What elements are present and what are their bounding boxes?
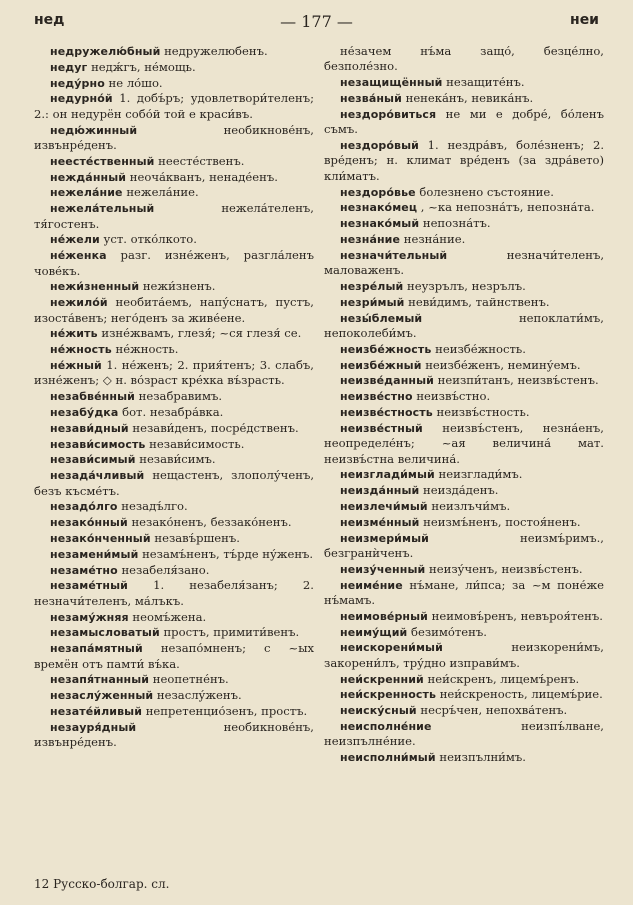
dictionary-entry [34, 342, 314, 357]
entry-translation: , ~ка непозна́тъ, непозна́та. [420, 200, 595, 215]
dictionary-entry [34, 515, 314, 530]
entry-headword: незави́симый [50, 453, 136, 467]
dictionary-entry [34, 358, 314, 389]
entry-translation: несръ́чен, непохва́тенъ. [420, 703, 568, 718]
entry-translation: непозна́тъ. [422, 216, 491, 231]
entry-headword: не́женка [50, 249, 107, 263]
entry-headword: неиску́сный [340, 704, 417, 718]
dictionary-entry [34, 232, 314, 247]
dictionary-entry [34, 720, 314, 751]
entry-translation: незави́симость. [149, 436, 245, 451]
right-column [324, 44, 604, 766]
entry-headword: незна́ние [340, 233, 401, 246]
entry-headword: недю́жинный [50, 123, 138, 137]
entry-translation: необикнове́нъ, извънре́денъ. [34, 122, 314, 152]
entry-translation: нежи́зненъ. [142, 279, 216, 294]
dictionary-entry [34, 563, 314, 578]
dictionary-entry [324, 91, 604, 106]
left-guide-word: нед [34, 12, 65, 28]
entry-headword: недурно́й [50, 92, 113, 106]
entry-translation: не́зачем нъ́ма защо́, безце́лно, безполе́зно. [324, 44, 604, 74]
entry-translation: незабравимъ. [138, 389, 223, 404]
entry-headword: незапя́тнанный [50, 673, 150, 687]
entry-headword: недружелю́бный [50, 45, 161, 58]
entry-translation: незави́симъ. [139, 452, 216, 467]
entry-translation: необита́емъ, напу́снатъ, пустъ, изоста́венъ; него́денъ за живе́ене. [34, 295, 314, 325]
dictionary-entry [34, 578, 314, 609]
entry-translation: непоклати́мъ, непоколеби́мъ. [324, 310, 604, 340]
entry-translation: незабеля́зано. [121, 562, 210, 577]
dictionary-entry [34, 389, 314, 404]
signature-line: 12 Русско-болгар. сл. [34, 877, 170, 891]
entry-translation: неизмъ́римъ., безгранѝченъ. [324, 530, 604, 560]
entry-headword: незауря́дный [50, 720, 137, 734]
entry-headword: незва́ный [340, 92, 402, 105]
entry-translation: безимо́тенъ. [411, 624, 487, 639]
entry-headword: неизу́ченный [340, 562, 426, 576]
entry-headword: нежи́зненный [50, 280, 140, 294]
entry-translation: неопетне́нъ. [152, 672, 229, 687]
dictionary-entry [34, 610, 314, 625]
dictionary-entry [324, 295, 604, 310]
dictionary-entry [34, 625, 314, 640]
dictionary-entry [34, 641, 314, 672]
entry-headword: нежда́нный [50, 170, 127, 184]
dictionary-entry [324, 405, 604, 420]
entry-translation: неизвъ́стность. [436, 404, 530, 419]
entry-headword: неизве́стно [340, 390, 413, 404]
entry-translation: не́жность. [115, 342, 179, 357]
entry-translation: нежела́теленъ, тя́гостенъ. [34, 201, 314, 231]
entry-translation: непретенцио́зенъ, простъ. [145, 703, 308, 718]
entry-headword: незамысловатый [50, 626, 160, 640]
dictionary-entry [324, 640, 604, 671]
entry-headword: неизме́нный [340, 515, 420, 529]
entry-translation: неоча́кванъ, ненаде́енъ. [129, 169, 278, 184]
entry-translation: недружелюбенъ. [164, 44, 268, 58]
entry-headword: незнако́мый [340, 217, 420, 231]
dictionary-entry [324, 750, 604, 765]
entry-headword: незре́лый [340, 280, 404, 293]
entry-headword: нездоро́вье [340, 185, 416, 199]
entry-translation: простъ, примити́венъ. [163, 625, 300, 640]
entry-headword: нежела́ние [50, 186, 123, 200]
entry-translation: неизвъ́стно. [416, 389, 491, 404]
right-guide-word: неи [570, 12, 599, 28]
entry-translation: недж́гъ, не́мощь. [91, 59, 196, 74]
entry-translation: болезнено състояние. [419, 184, 554, 199]
entry-headword: нежило́й [50, 296, 108, 310]
dictionary-entry [34, 405, 314, 420]
entry-headword: нежела́тельный [50, 202, 155, 216]
dictionary-entry [34, 91, 314, 122]
entry-translation: неесте́ственъ. [158, 153, 245, 168]
dictionary-entry [324, 248, 604, 279]
dictionary-entry [324, 138, 604, 184]
entry-headword: неи́скренность [340, 688, 436, 702]
entry-translation: незамъ́ненъ, тъ́рде ну́женъ. [142, 546, 314, 561]
entry-headword: неискорени́мый [340, 641, 443, 655]
entry-headword: незаме́тный [50, 579, 128, 593]
entry-translation: нещастенъ, злополу́ченъ, безъ късме́тъ. [34, 468, 315, 498]
dictionary-entry [34, 295, 314, 326]
entry-translation: не ло́шо. [108, 75, 163, 90]
entry-headword: неизбе́жный [340, 358, 422, 372]
dictionary-entry [324, 703, 604, 718]
entry-translation: неизпъ́лване, неизпълне́ние. [324, 718, 604, 749]
entry-translation: бот. незабра́вка. [122, 404, 224, 419]
entry-translation: неи́скреность, лицемъ́рие. [439, 687, 603, 702]
entry-headword: неизмери́мый [340, 531, 429, 545]
entry-headword: не́жность [50, 343, 112, 357]
dictionary-entry [34, 326, 314, 341]
entry-translation: неизпълни́мъ. [439, 750, 526, 765]
dictionary-entry [34, 688, 314, 703]
entry-translation: незначи́теленъ, маловаженъ. [324, 247, 604, 278]
dictionary-entry [34, 201, 314, 232]
entry-translation: неви́димъ, тайнственъ. [408, 294, 550, 309]
dictionary-entry [34, 452, 314, 467]
entry-headword: нездоро́виться [340, 107, 437, 121]
entry-headword: незави́дный [50, 421, 129, 435]
dictionary-entry [324, 578, 604, 609]
dictionary-entry [324, 531, 604, 562]
dictionary-entry [324, 609, 604, 624]
dictionary-entry [324, 625, 604, 640]
entry-translation: неизбе́жность. [435, 341, 526, 356]
entry-headword: неизве́данный [340, 374, 434, 388]
dictionary-entry [324, 279, 604, 294]
dictionary-entry [34, 531, 314, 546]
dictionary-entry [34, 60, 314, 75]
dictionary-entry [34, 44, 314, 59]
entry-headword: неиму́щий [340, 625, 408, 639]
page-header [0, 12, 633, 34]
dictionary-entry [324, 232, 604, 247]
entry-translation: 1. не́женъ; 2. прия́тенъ; 3. слабъ, изне́женъ; ◇ н. во́зраст кре́хка въ́зрасть. [34, 357, 314, 388]
entry-translation: нежела́ние. [126, 185, 199, 200]
entry-translation: неи́скренъ, лицемъ́ренъ. [427, 671, 580, 686]
dictionary-entry [324, 483, 604, 498]
entry-translation: незавъ́ршенъ. [154, 530, 240, 545]
entry-headword: неи́скренний [340, 672, 424, 686]
entry-translation: незна́ние. [403, 232, 466, 246]
entry-translation: незави́денъ, посре́дственъ. [132, 420, 299, 435]
dictionary-entry [34, 123, 314, 154]
entry-translation: ненека́нъ, невика́нъ. [405, 91, 534, 105]
entry-translation: неизглади́мъ. [438, 467, 523, 482]
dictionary-entry [324, 499, 604, 514]
entry-headword: незначи́тельный [340, 248, 448, 262]
dictionary-entry [324, 185, 604, 200]
dictionary-entry [324, 107, 604, 138]
entry-headword: неиме́ние [340, 578, 403, 592]
entry-headword: нездоро́вый [340, 139, 419, 152]
entry-headword: незада́чливый [50, 469, 145, 483]
entry-headword: неимове́рный [340, 609, 428, 623]
entry-headword: неизлечи́мый [340, 499, 428, 513]
entry-headword: незри́мый [340, 295, 405, 309]
entry-headword: незаме́тно [50, 563, 118, 577]
entry-headword: незнако́мец [340, 201, 418, 215]
dictionary-entry [324, 467, 604, 482]
entry-headword: неисполне́ние [340, 719, 432, 733]
entry-headword: неизда́нный [340, 484, 420, 498]
entry-headword: незадо́лго [50, 500, 118, 514]
dictionary-entry [324, 44, 604, 75]
entry-headword: незапа́мятный [50, 642, 143, 656]
entry-translation: не ми е добре́, бо́ленъ съмъ. [324, 106, 605, 137]
entry-translation: незако́ненъ, беззако́ненъ. [131, 515, 292, 530]
entry-translation: необикнове́нъ, извънре́денъ. [34, 719, 314, 750]
entry-headword: незаслу́женный [50, 689, 154, 703]
entry-headword: неизглади́мый [340, 468, 435, 482]
entry-headword: незави́симость [50, 437, 146, 451]
entry-headword: не́жный [50, 358, 102, 372]
dictionary-entry [324, 200, 604, 215]
entry-translation: неизвъ́стенъ, незна́енъ, неопределе́нъ; ~ая величина́ мат. неизвъ́стна величина́. [324, 420, 604, 466]
dictionary-entry [324, 358, 604, 373]
dictionary-entry [324, 342, 604, 357]
dictionary-entry [34, 672, 314, 687]
dictionary-entry [34, 421, 314, 436]
entry-headword: незаму́жняя [50, 610, 129, 624]
entry-translation: незадъ́лго. [121, 499, 188, 514]
entry-headword: неесте́ственный [50, 154, 155, 168]
dictionary-entry [324, 421, 604, 467]
entry-translation: неимовъ́ренъ, невъроя́тенъ. [431, 608, 603, 623]
entry-headword: неизве́стный [340, 421, 423, 435]
dictionary-entry [324, 515, 604, 530]
entry-translation: незапо́мненъ; с ~ых времён отъ памти́ въ́ка. [34, 641, 314, 671]
dictionary-entry [34, 499, 314, 514]
dictionary-entry [34, 170, 314, 185]
entry-translation: 1. нездра́въ, боле́зненъ; 2. вре́денъ; н. климат вре́денъ (за здра́вето) кли́матъ. [324, 138, 605, 183]
entry-translation: незащите́нъ. [446, 75, 525, 90]
entry-translation: разг. изне́женъ, разгла́ленъ чове́къ. [34, 248, 314, 278]
entry-translation: изне́жвамъ, глезя́; ~ся глезя́ се. [101, 326, 302, 341]
dictionary-entry [34, 547, 314, 562]
entry-headword: неду́рно [50, 76, 105, 90]
dictionary-entry [324, 311, 604, 342]
entry-translation: неизлъчи́мъ. [431, 498, 511, 513]
entry-headword: незабве́нный [50, 390, 135, 404]
entry-headword: не́жить [50, 327, 98, 341]
dictionary-entry [34, 154, 314, 169]
entry-headword: незако́нный [50, 516, 128, 530]
entry-translation: неизбе́женъ, немину́емъ. [425, 357, 581, 372]
left-column [34, 44, 314, 751]
entry-headword: незате́йливый [50, 704, 142, 718]
entry-headword: неисполни́мый [340, 751, 436, 765]
entry-translation: уст. отко́лкото. [103, 232, 197, 247]
entry-headword: неизве́стность [340, 405, 433, 419]
entry-translation: неомъ́жена. [132, 609, 207, 624]
dictionary-entry [324, 389, 604, 404]
entry-headword: незы́блемый [340, 311, 423, 325]
dictionary-entry [324, 562, 604, 577]
dictionary-entry [34, 468, 314, 499]
entry-headword: незащищённый [340, 76, 443, 90]
entry-headword: незако́нченный [50, 531, 151, 545]
entry-translation: неузрълъ, незрълъ. [407, 279, 526, 293]
entry-headword: неизбе́жность [340, 342, 432, 356]
dictionary-entry [34, 437, 314, 452]
dictionary-entry [324, 216, 604, 231]
dictionary-entry [324, 687, 604, 702]
dictionary-entry [34, 248, 314, 279]
entry-translation: нъ́мане, ли́пса; за ~м поне́же нъ́мамъ. [324, 577, 604, 607]
entry-translation: неизда́денъ. [423, 483, 499, 498]
entry-headword: незабу́дка [50, 405, 119, 419]
entry-translation: 1. добъ́ръ; удовлетвори́теленъ; 2.: он недурён собо́й той е краси́въ. [34, 91, 314, 121]
entry-headword: недуг [50, 60, 88, 74]
dictionary-entry [34, 704, 314, 719]
entry-translation: неизу́ченъ, неизвъ́стенъ. [429, 561, 583, 576]
dictionary-entry [324, 373, 604, 388]
dictionary-entry [34, 76, 314, 91]
dictionary-entry [34, 279, 314, 294]
dictionary-entry [324, 719, 604, 750]
entry-translation: 1. незабеля́занъ; 2. незначи́теленъ, ма́лъкъ. [34, 578, 314, 608]
dictionary-entry [324, 672, 604, 687]
entry-translation: незаслу́женъ. [156, 688, 242, 703]
dictionary-entry [34, 185, 314, 200]
entry-headword: незамени́мый [50, 547, 139, 561]
dictionary-entry [324, 75, 604, 90]
entry-translation: неизпи́танъ, неизвъ́стенъ. [437, 373, 599, 388]
entry-translation: неизкорени́мъ, закорени́лъ, тру́дно изправи́мъ. [324, 640, 604, 670]
entry-headword: не́жели [50, 233, 100, 247]
page-number: — 177 — [280, 12, 353, 31]
entry-translation: неизмъ́ненъ, постоя́ненъ. [423, 514, 581, 529]
